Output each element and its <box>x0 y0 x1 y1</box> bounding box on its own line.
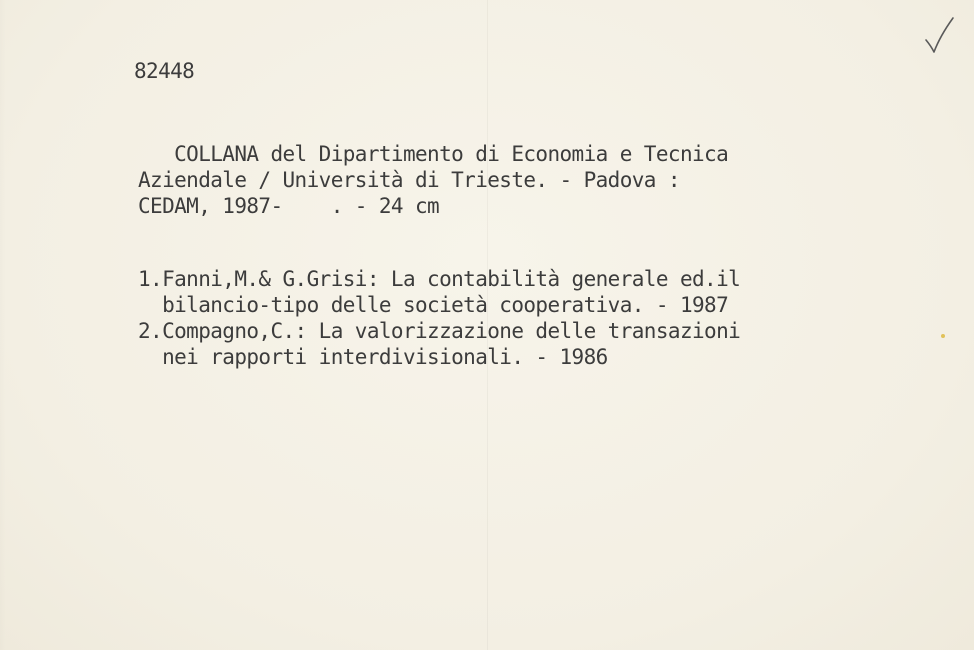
paper-speck <box>941 334 945 338</box>
contents-line: 1.Fanni,M.& G.Grisi: La contabilità generale ed.il <box>138 267 741 291</box>
call-number: 82448 <box>134 59 195 83</box>
contents-list <box>138 266 740 370</box>
series-line: Aziendale / Università di Trieste. - Padova : <box>138 168 680 192</box>
checkmark-icon <box>922 16 956 54</box>
contents-line: nei rapporti interdivisionali. - 1986 <box>138 345 608 369</box>
series-entry <box>138 141 728 219</box>
series-line: CEDAM, 1987- . - 24 cm <box>138 194 440 218</box>
contents-line: 2.Compagno,C.: La valorizzazione delle transazioni <box>138 319 741 343</box>
contents-line: bilancio-tipo delle società cooperativa. - 1987 <box>138 293 729 317</box>
series-line: COLLANA del Dipartimento di Economia e Tecnica <box>138 142 729 166</box>
